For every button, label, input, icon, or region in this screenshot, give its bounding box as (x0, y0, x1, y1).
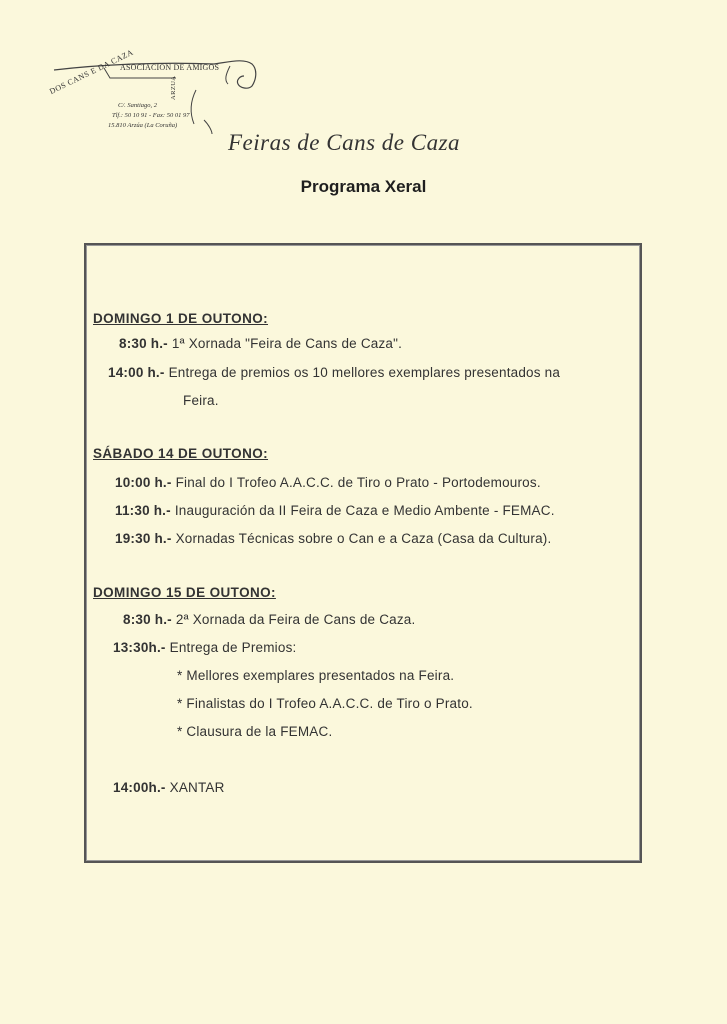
day2-event3-time: 19:30 h.- (115, 531, 172, 546)
day2-event3-text: Xornadas Técnicas sobre o Can e a Caza (Casa da Cultura). (175, 531, 552, 546)
day1-event2-time: 14:00 h.- (108, 365, 165, 380)
day2-heading: SÁBADO 14 DE OUTONO: (93, 446, 269, 461)
day3-bullet1: * Mellores exemplares presentados na Feira. (177, 668, 455, 683)
day1-event1-time: 8:30 h.- (119, 336, 168, 351)
day2-event1-time: 10:00 h.- (115, 475, 172, 490)
day2-event2-text: Inauguración da II Feira de Caza e Medio Ambente - FEMAC. (174, 503, 555, 518)
day1-event2 (108, 365, 560, 380)
logo-phone: Tlf.: 50 10 91 - Fax: 50 01 97 (112, 112, 190, 119)
day3-event3-text: XANTAR (169, 780, 225, 795)
logo-curved-text: DOS CANS E DA CAZA (48, 47, 135, 97)
day2-event2 (115, 503, 555, 518)
day3-event2 (113, 640, 297, 655)
day3-event1-time: 8:30 h.- (123, 612, 172, 627)
document-subtitle: Feiras de Cans de Caza (228, 130, 461, 155)
day2-event1-text: Final do I Trofeo A.A.C.C. de Tiro o Prato - Portodemouros. (175, 475, 541, 490)
logo-name: ASOCIACION DE AMIGOS (120, 63, 220, 72)
page-title: Programa Xeral (300, 177, 427, 196)
day3-event1-text: 2ª Xornada da Feira de Cans de Caza. (175, 612, 416, 627)
day1-heading: DOMINGO 1 DE OUTONO: (93, 311, 269, 326)
logo-side-text: ARZUA (170, 75, 177, 100)
day3-event3 (113, 780, 225, 795)
day3-event3-time: 14:00h.- (113, 780, 166, 795)
day1-event1-text: 1ª Xornada "Feira de Cans de Caza". (171, 336, 403, 351)
logo-city: 15.810 Arzúa (La Coruña) (108, 122, 178, 129)
day2-event1 (115, 475, 541, 490)
day3-event1 (123, 612, 415, 627)
day2-event2-time: 11:30 h.- (115, 503, 171, 518)
day3-event2-text: Entrega de Premios: (169, 640, 297, 655)
day3-event2-time: 13:30h.- (113, 640, 166, 655)
day1-event2-text: Entrega de premios os 10 mellores exemplares presentados na (168, 365, 561, 380)
day3-bullet2: * Finalistas do I Trofeo A.A.C.C. de Tiro o Prato. (177, 696, 473, 711)
day3-bullet3: * Clausura de la FEMAC. (177, 724, 333, 739)
logo-address: C/. Santiago, 2 (118, 102, 158, 109)
day1-event2-continuation: Feira. (183, 393, 219, 408)
day1-event1 (119, 336, 402, 351)
day3-heading: DOMINGO 15 DE OUTONO: (93, 585, 276, 600)
day2-event3 (115, 531, 551, 546)
